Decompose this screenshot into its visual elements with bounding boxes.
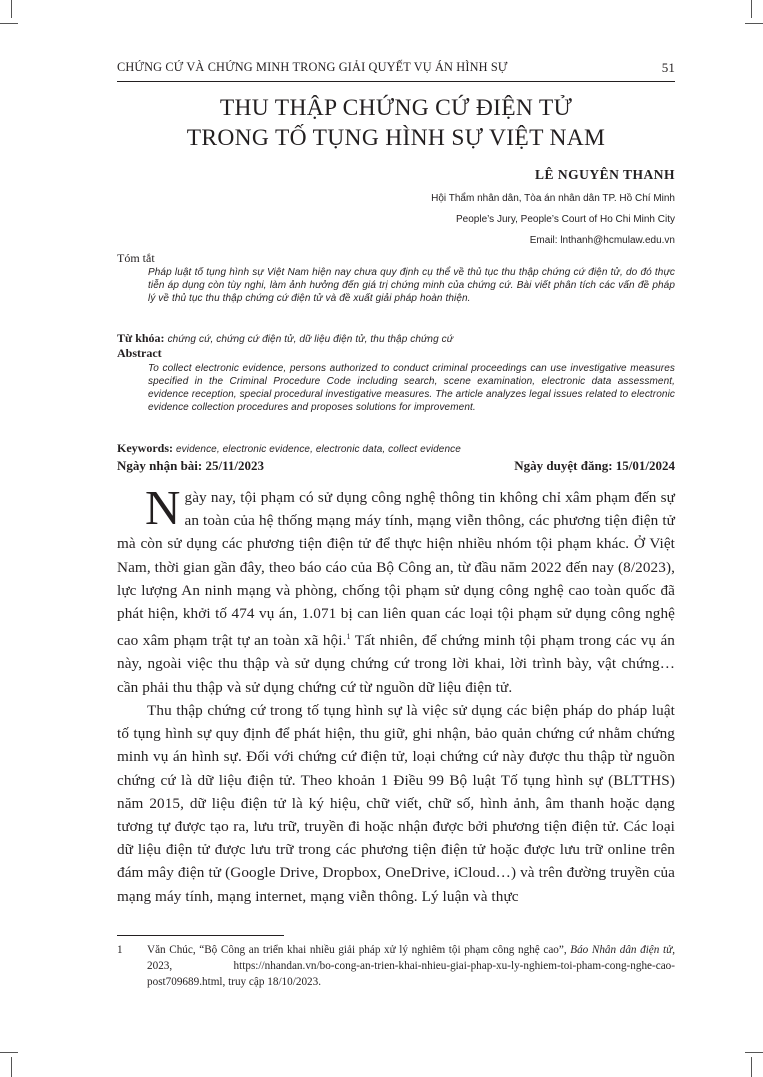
- crop-mark: [751, 1057, 752, 1077]
- article-dates: [117, 458, 675, 474]
- footnote-number: 1: [117, 944, 123, 956]
- author-name: LÊ NGUYÊN THANH: [534, 167, 675, 182]
- body-paragraph: [117, 480, 676, 699]
- received-date: Ngày nhận bài: 25/11/2023: [117, 458, 265, 473]
- summary-label: Tóm tắt: [117, 251, 155, 265]
- title-line-2: TRONG TỐ TỤNG HÌNH SỰ VIỆT NAM: [186, 125, 606, 151]
- footnote-text-a: Văn Chúc, “Bộ Công an triển khai nhiều giải pháp xử lý nghiêm tội phạm công nghệ cao”,: [147, 944, 571, 956]
- paragraph-1-tail: Tất nhiên, để chứng minh tội phạm trong các vụ án này, ngoài việc thu thập và sử dụng chứng cứ trong lời khai, lời trình bày, vật chứng… cần phải thu thập và sử dụng chứng cứ từ nguồn dữ liệu điện tử.: [117, 632, 676, 696]
- keywords-en-values: evidence, electronic evidence, electronic data, collect evidence: [176, 444, 461, 455]
- crop-mark: [11, 1057, 12, 1077]
- crop-mark: [11, 0, 12, 18]
- article-body: [117, 480, 676, 908]
- running-title: CHỨNG CỨ VÀ CHỨNG MINH TRONG GIẢI QUYẾT VỤ ÁN HÌNH SỰ: [117, 60, 508, 74]
- affiliation-en: People’s Jury, People’s Court of Ho Chi Minh City: [456, 214, 675, 225]
- author-email: Email: lnthanh@hcmulaw.edu.vn: [529, 235, 675, 246]
- title-line-1: THU THẬP CHỨNG CỨ ĐIỆN TỬ: [219, 95, 573, 121]
- keywords-label-vi: Từ khóa:: [117, 331, 165, 345]
- footnote-text-b: , 2023, https://nhandan.vn/bo-cong-an-trien-khai-nhieu-giai-phap-xu-ly-nghiem-toi-pham-cong-nghe-cao-post709689.html, truy cập 18/10/2023.: [147, 944, 675, 988]
- body-paragraph: Thu thập chứng cứ trong tố tụng hình sự là việc sử dụng các biện pháp do pháp luật tố tụng hình sự quy định để phát hiện, thu giữ, ghi nhận, bảo quản chứng cứ nhằm chứng minh vụ án hình sự. Đối với chứng cứ điện tử, loại chứng cứ này được thu thập từ nguồn chứng cứ là dữ liệu điện tử. Theo khoản 1 Điều 99 Bộ luật Tố tụng hình sự (BLTTHS) năm 2015, dữ liệu điện tử là ký hiệu, chữ viết, chữ số, hình ảnh, âm thanh hoặc dạng tương tự được tạo ra, lưu trữ, truyền đi hoặc nhận được bởi phương tiện điện tử. Các loại dữ liệu điện tử được lưu trữ trong các phương tiện điện tử hoặc được lưu trữ online trên đám mây điện tử (Google Drive, Dropbox, OneDrive, iCloud…) và trên đường truyền của mạng máy tính, mạng internet, mạng viễn thông. Lý luận và thực: [117, 701, 675, 905]
- footnote-text: [147, 942, 675, 990]
- affiliation-vi: Hội Thẩm nhân dân, Tòa án nhân dân TP. Hồ Chí Minh: [431, 193, 675, 204]
- crop-mark: [745, 23, 763, 24]
- footnote-rule: [117, 935, 284, 936]
- article-title: [117, 93, 675, 153]
- footnote: [117, 942, 675, 990]
- summary-text: Pháp luật tố tụng hình sự Việt Nam hiện nay chưa quy định cụ thể về thủ tục thu thập chứng cứ điện tử, do đó thực tiễn áp dụng còn tùy nghi, làm ảnh hưởng đến giá trị chứng minh của chứng cứ. Bài viết phân tích các vấn đề pháp lý về thủ tục thu thập chứng cứ điện tử và đề xuất giải pháp hoàn thiện.: [148, 267, 675, 304]
- author-affiliation: [431, 188, 675, 251]
- accepted-date: Ngày duyệt đăng: 15/01/2024: [514, 458, 675, 473]
- header-rule: [117, 81, 675, 82]
- crop-mark: [745, 1052, 763, 1053]
- footnote-source: Báo Nhân dân điện tử: [570, 944, 673, 956]
- keywords-label-en: Keywords:: [117, 441, 173, 455]
- paragraph-1-text: gày nay, tội phạm có sử dụng công nghệ thông tin không chỉ xâm phạm đến sự an toàn của hệ thống mạng máy tính, mạng viễn thông, các phương tiện điện tử mà còn sử dụng các phương tiện điện tử để thực hiện nhiều nhóm tội phạm khác. Ở Việt Nam, thời gian gần đây, theo báo cáo của Bộ Công an, từ đầu năm 2022 đến nay (8/2023), lực lượng An ninh mạng và phòng, chống tội phạm sử dụng công nghệ cao toàn quốc đã phát hiện, khởi tố 474 vụ án, 1.071 bị can liên quan các loại tội phạm sử dụng công nghệ cao xâm phạm trật tự an toàn xã hội.: [117, 489, 675, 650]
- keywords-en: [117, 441, 675, 456]
- crop-mark: [0, 23, 18, 24]
- keywords-vi: [117, 331, 675, 346]
- page-number: 51: [661, 60, 675, 75]
- crop-mark: [0, 1052, 18, 1053]
- running-header: [117, 60, 675, 75]
- footnote-reference: 1: [346, 632, 351, 642]
- abstract-label: Abstract: [117, 346, 162, 360]
- keywords-vi-values: chứng cứ, chứng cứ điện tử, dữ liệu điện tử, thu thập chứng cứ: [167, 334, 454, 345]
- crop-mark: [751, 0, 752, 18]
- abstract-text: To collect electronic evidence, persons authorized to conduct criminal proceedings can use investigative measures specified in the Criminal Procedure Code including search, scene examination, electronic data assessment, evidence reception, special procedural investigative measures. The article analyzes legal issues related to electronic evidence collection procedures and proposes solutions for improvement.: [148, 363, 675, 413]
- drop-cap: N: [145, 480, 181, 535]
